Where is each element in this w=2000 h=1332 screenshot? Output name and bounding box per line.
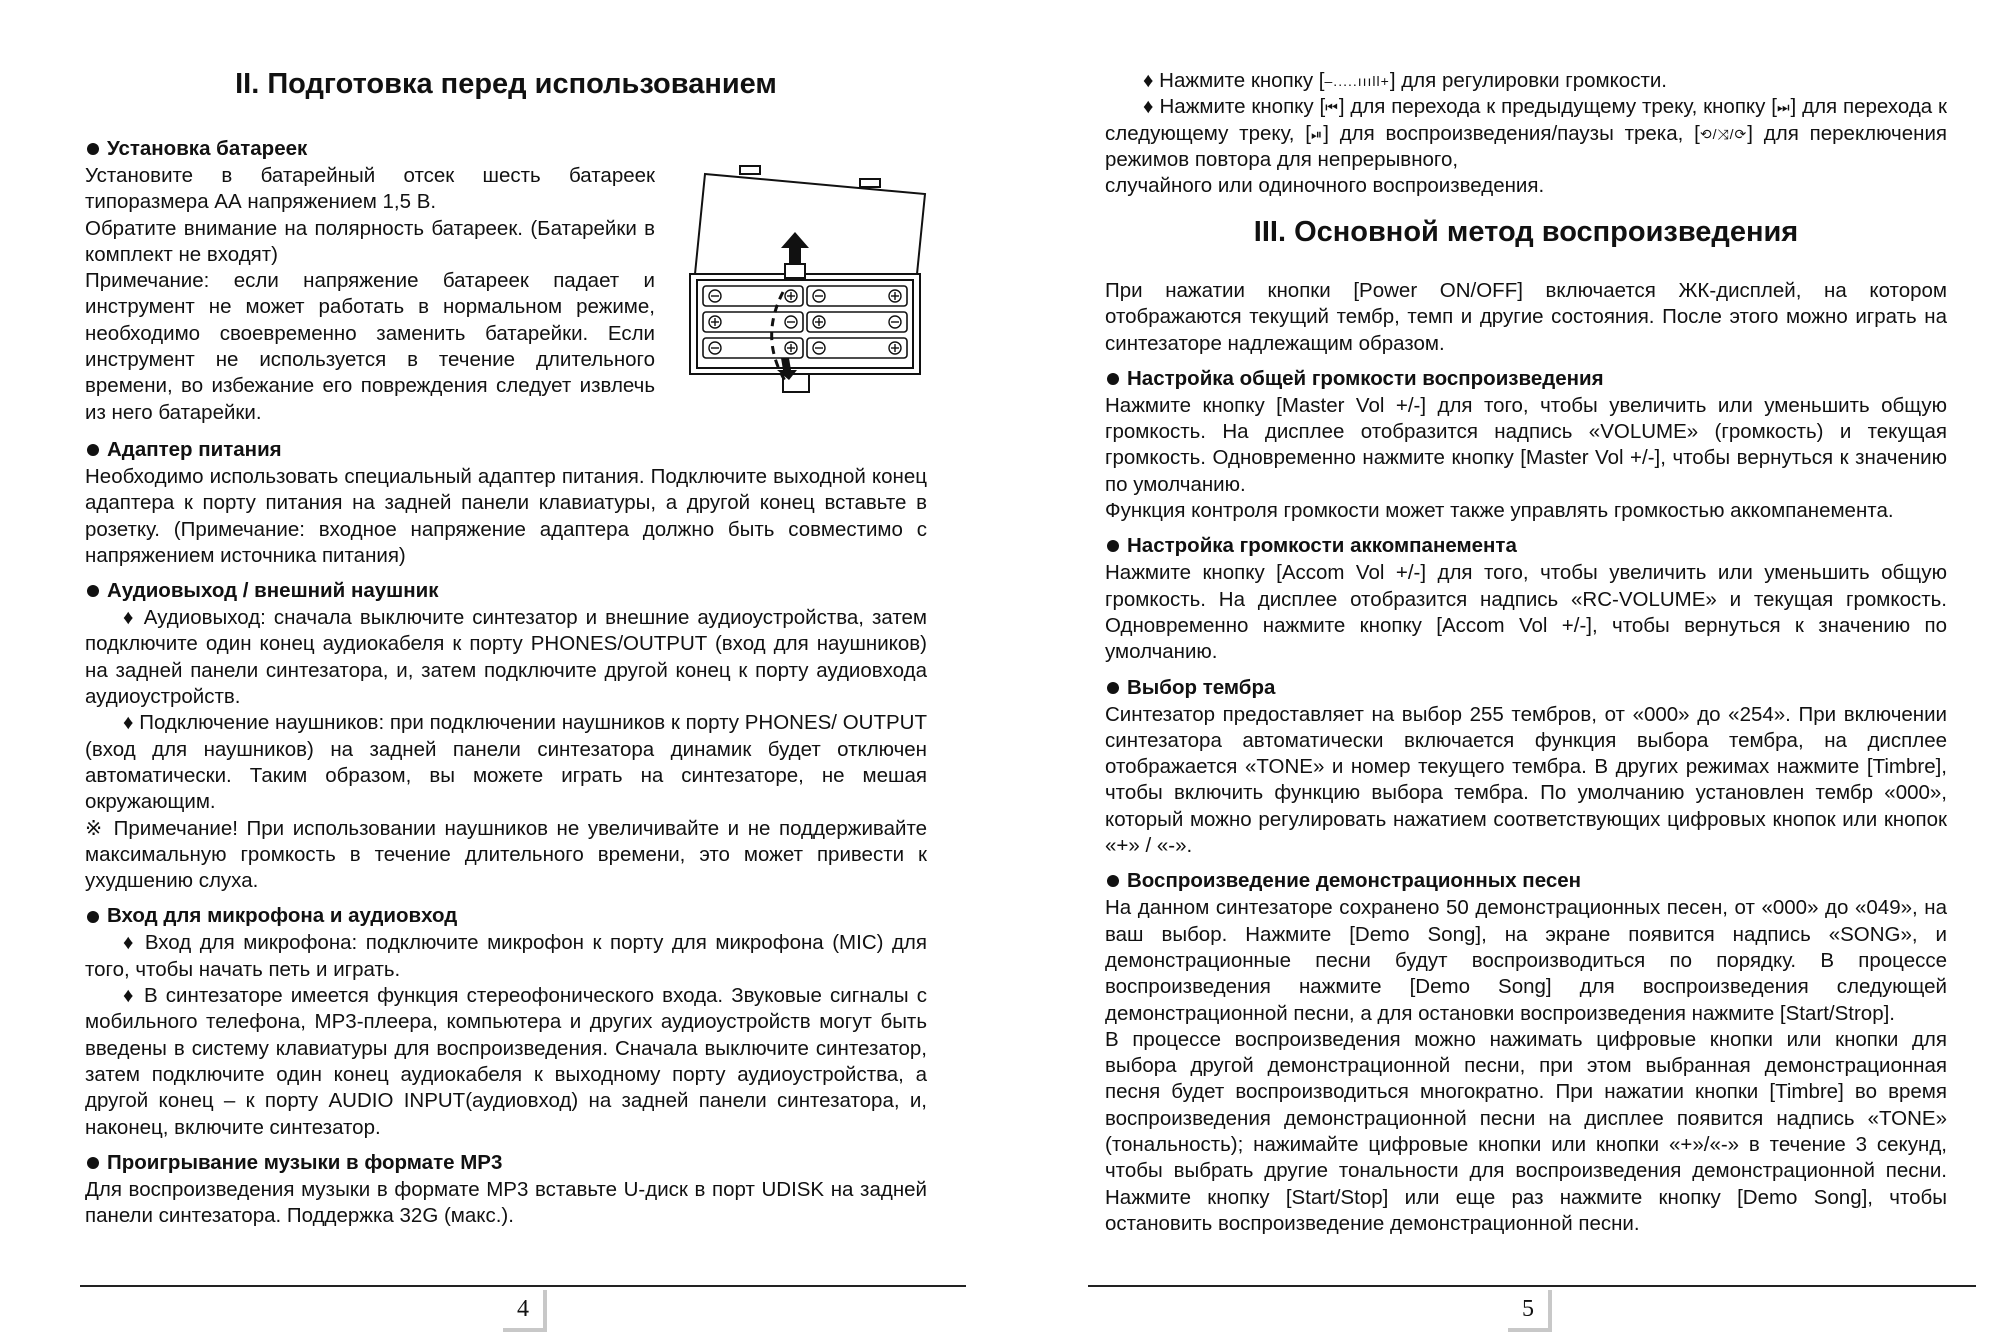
bullet-dot [87,911,99,923]
left-page [0,0,1000,1330]
section-title-preparation: II. Подготовка перед использованием [235,68,777,100]
adapter-text: Необходимо использовать специальный адаптер питания. Подключите выходной конец адаптера к порту питания на задней панели клавиатуры, а другой конец вставьте в розетку. (Примечание: входное напряжение адаптера должно быть совместимо с напряжением источника питания) [85,465,927,567]
mic-text-2: ♦ В синтезаторе имеется функция стереофонического входа. Звуковые сигналы с мобильного телефона, MP3-плеера, компьютера и других аудиоустройств могут быть введены в систему клавиатуры для воспроизведения. Сначала выключите синтезатор, затем подключите один конец аудиокабеля к выходному порту аудиоустройства, а другой конец – к порту AUDIO INPUT(аудиовход) на задней панели синтезатора, и, наконец, включите синтезатор. [85,983,927,1141]
heading-batteries: Установка батареек [85,135,655,162]
heading-accom-volume: Настройка громкости аккомпанемента [1105,532,1947,559]
heading-mp3: Проигрывание музыки в формате MP3 [85,1149,927,1176]
lid-tab [860,179,880,187]
heading-master-volume: Настройка общей громкости воспроизведения [1105,365,1947,392]
battery-section [85,135,655,426]
mic-text-1: ♦ Вход для микрофона: подключите микрофон к порту для микрофона (MIC) для того, чтобы начать петь и играть. [85,930,927,983]
tone-text: Синтезатор предоставляет на выбор 255 тембров, от «000» до «254». При включении синтезатора автоматически включается функция выбора тембра, на дисплее отображается «TONE» и номер текущего тембра. В других режимах нажмите [Timbre], чтобы включить функцию выбора тембра. По умолчанию установлен тембр «000», который можно регулировать нажатием соответствующих цифровых кнопок или кнопок «+» / «-». [1105,702,1947,858]
bullet-dot [87,1157,99,1169]
audio-out-note: ※ Примечание! При использовании наушников не увеличивайте и не поддерживайте максимальную громкость в течение длительного времени, это может привести к ухудшению слуха. [85,816,927,893]
volume-icon: –.....ıııll+ [1324,73,1390,89]
battery-text-2: Обратите внимание на полярность батареек. (Батарейки в комплект не входят) [85,216,655,266]
right-page [1000,0,2000,1330]
battery-text-1: Установите в батарейный отсек шесть батареек типоразмера АА напряжением 1,5 В. [85,164,655,214]
right-sections [1105,278,1947,1237]
left-sections [85,436,927,1229]
play-pause-icon: ⏯ [1310,125,1324,142]
bullet-dot [1107,682,1119,694]
previous-track-icon: ⏮ [1325,99,1339,116]
demo-text-2: В процессе воспроизведения можно нажимать цифровые кнопки или кнопки для выбора другой демонстрационной песни, при этом выбранная демонстрационная песня будет воспроизводиться многократно. При нажатии кнопки [Timbre] во время воспроизведения демонстрационной песни на дисплее появится надпись «TONE» (тональность); нажимайте цифровые кнопки или кнопки «+»/«-» в течение 3 секунд, чтобы выбрать другие тональности для воспроизведения демонстрационной песни. Нажмите кнопку [Start/Stop] или еще раз нажмите кнопку [Demo Song], чтобы остановить воспроизведение демонстрационной песни. [1105,1027,1947,1235]
bullet-dot [87,444,99,456]
mp3-text: Для воспроизведения музыки в формате MP3 вставьте U-диск в порт UDISK на задней панели синтезатора. Поддержка 32G (макс.). [85,1177,927,1228]
audio-out-text-1: ♦ Аудиовыход: сначала выключите синтезатор и внешние аудиоустройства, затем подключите один конец аудиокабеля к порту PHONES/OUTPUT (вход для наушников) на задней панели синтезатора, и, затем подключите другой конец к порту аудиовхода аудиоустройств. [85,605,927,710]
heading-audio-out: Аудиовыход / внешний наушник [85,577,927,604]
heading-adapter: Адаптер питания [85,436,927,463]
battery-compartment [690,274,920,374]
lid-tab [740,166,760,174]
accom-volume-text: Нажмите кнопку [Accom Vol +/-] для того, чтобы увеличить или уменьшить общую громкость. На дисплее отобразится надпись «RC-VOLUME» и текущая громкость. Одновременно нажмите кнопку [Accom Vol +/-], чтобы вернуться к значению по умолчанию. [1105,561,1947,664]
power-text: При нажатии кнопки [Power ON/OFF] включается ЖК-дисплей, на котором отображаются текущий тембр, темп и другие состояния. После этого можно играть на синтезаторе надлежащим образом. [1105,279,1947,355]
latch [785,264,805,278]
bullet-dot [1107,540,1119,552]
heading-mic: Вход для микрофона и аудиовход [85,902,927,929]
section-title-playback: III. Основной метод воспроизведения [1253,216,1799,248]
master-volume-text-1: Нажмите кнопку [Master Vol +/-] для того, чтобы увеличить или уменьшить общую громкость. На дисплее отобразится надпись «VOLUME» (громкость) и текущая громкость. Одновременно нажмите кнопку [Master Vol +/-], чтобы вернуться к значению по умолчанию. [1105,393,1947,496]
bullet-dot [87,585,99,597]
battery-compartment-illustration [685,152,945,422]
master-volume-text-2: Функция контроля громкости может также управлять громкостью аккомпанемента. [1105,499,1894,523]
page-number: 4 [503,1290,547,1332]
volume-line: ♦ Нажмите кнопку [–.....ıııll+] для регулировки громкости. [1105,68,1947,94]
next-track-icon: ⏭ [1776,99,1791,116]
track-controls-line: ♦ Нажмите кнопку [⏮] для перехода к предыдущему треку, кнопку [⏭] для перехода к следующему треку, [⏯] для воспроизведения/паузы трека, [⟲/⤨/⟳] для переключения режимов повтора для непрерывного, [1105,94,1947,173]
audio-out-text-2: ♦ Подключение наушников: при подключении наушников к порту PHONES/ OUTPUT (вход для наушников) на задней панели синтезатора динамик будет отключен автоматически. Таким образом, вы можете играть на синтезаторе, не мешая окружающим. [85,710,927,815]
footer-rule [1088,1285,1976,1287]
footer-rule [80,1285,966,1287]
controls-intro [1105,68,1947,199]
bullet-dot [87,143,99,155]
track-controls-last-line: случайного или одиночного воспроизведения. [1105,174,1545,198]
battery-text-3: Примечание: если напряжение батареек падает и инструмент не может работать в нормальном режиме, необходимо своевременно заменить батарейки. Если инструмент не используется в течение длительного времени, во избежание его повреждения следует извлечь из него батарейки. [85,269,655,424]
bullet-dot [1107,875,1119,887]
heading-demo: Воспроизведение демонстрационных песен [1105,867,1947,894]
repeat-mode-icon: ⟲/⤨/⟳ [1699,125,1748,142]
demo-text-1: На данном синтезаторе сохранено 50 демонстрационных песен, от «000» до «049», на ваш выбор. Нажмите [Demo Song], на экране появится надпись «SONG», и демонстрационные песни будут воспроизводиться по порядку. В процессе воспроизведения нажмите [Demo Song] для воспроизведения следующей демонстрационной песни, а для остановки воспроизведения нажмите [Start/Strop]. [1105,896,1947,1025]
bullet-dot [1107,373,1119,385]
page-number: 5 [1508,1290,1552,1332]
heading-tone: Выбор тембра [1105,674,1947,701]
